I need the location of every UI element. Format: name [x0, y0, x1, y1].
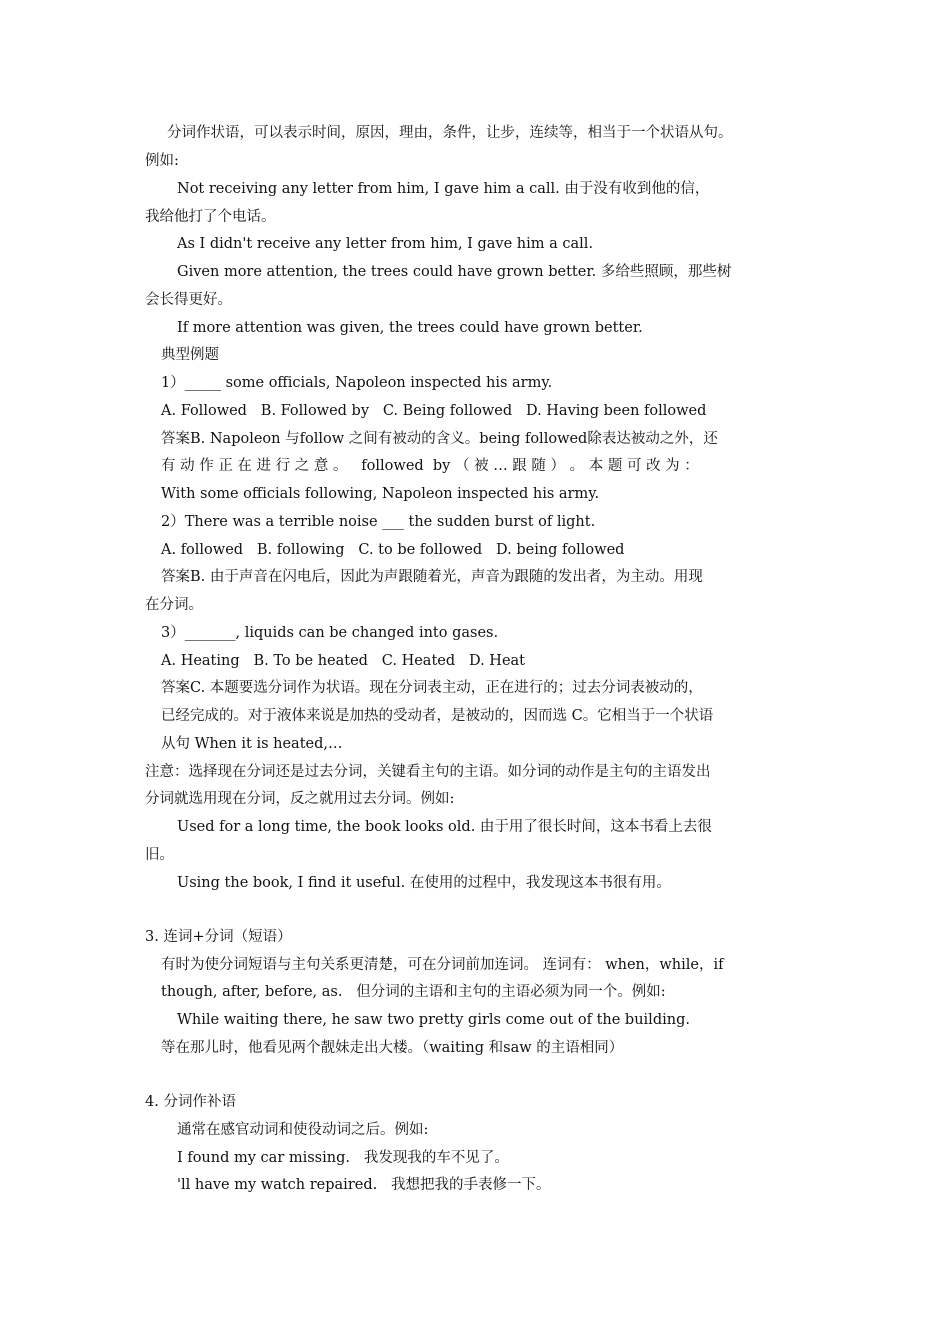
section-3-line-1: 有时为使分词短语与主句关系更清楚，可在分词前加连词。 连词有： when，while，if — [161, 957, 724, 973]
example-translation: 旧。 — [145, 847, 174, 863]
section-heading-typical-examples: 典型例题 — [161, 347, 219, 363]
example-sentence: While waiting there, he saw two pretty girls come out of the building. — [177, 1012, 690, 1028]
answer-2-line-2: 在分词。 — [145, 597, 203, 613]
question-3-options: A. Heating B. To be heated C. Heated D. Heat — [161, 653, 525, 669]
question-3: 3）_______, liquids can be changed into gases. — [161, 625, 499, 641]
answer-3-line-3: 从句 When it is heated,… — [161, 736, 343, 752]
note-line-2: 分词就选用现在分词，反之就用过去分词。例如: — [145, 791, 455, 807]
answer-1-line-1: 答案B. Napoleon 与follow 之间有被动的含义。being followed除表达被动之外，还 — [161, 431, 718, 447]
example-sentence: If more attention was given, the trees could have grown better. — [177, 320, 643, 336]
example-sentence: Used for a long time, the book looks old. 由于用了很长时间，这本书看上去很 — [177, 819, 712, 835]
answer-1-line-2: 有 动 作 正 在 进 行 之 意 。 followed by （ 被 … 跟 随 ） 。 本 题 可 改 为 ： — [161, 458, 699, 474]
section-heading-4: 4. 分词作补语 — [145, 1094, 236, 1110]
example-sentence: As I didn't receive any letter from him, I gave him a call. — [177, 236, 594, 252]
answer-2-line-1: 答案B. 由于声音在闪电后，因此为声跟随着光，声音为跟随的发出者，为主动。用现 — [161, 569, 703, 585]
example-translation: 我给他打了个电话。 — [145, 209, 276, 225]
example-sentence: Given more attention, the trees could have grown better. 多给些照顾，那些树 — [177, 264, 732, 280]
question-1-options: A. Followed B. Followed by C. Being followed D. Having been followed — [161, 403, 707, 419]
answer-1-line-3: With some officials following, Napoleon inspected his army. — [161, 486, 600, 502]
example-sentence: Using the book, I find it useful. 在使用的过程中，我发现这本书很有用。 — [177, 875, 671, 891]
example-translation: 等在那儿时，他看见两个靓妹走出大楼。（waiting 和saw 的主语相同） — [161, 1040, 624, 1056]
paragraph-intro-line-2: 例如: — [145, 153, 179, 169]
example-translation: 会长得更好。 — [145, 292, 232, 308]
note-line-1: 注意：选择现在分词还是过去分词，关键看主句的主语。如分词的动作是主句的主语发出 — [145, 764, 711, 780]
example-sentence: Not receiving any letter from him, I gave him a call. 由于没有收到他的信， — [177, 181, 710, 197]
example-sentence: 'll have my watch repaired. 我想把我的手表修一下。 — [177, 1177, 551, 1193]
example-sentence: I found my car missing. 我发现我的车不见了。 — [177, 1150, 509, 1166]
question-2: 2）There was a terrible noise ___ the sudden burst of light. — [161, 514, 596, 530]
section-3-line-2: though, after, before, as. 但分词的主语和主句的主语必须为同一个。例如: — [161, 984, 666, 1000]
question-1: 1）_____ some officials, Napoleon inspected his army. — [161, 375, 553, 391]
paragraph-intro-line-1: 分词作状语，可以表示时间，原因，理由，条件，让步，连续等，相当于一个状语从句。 — [167, 125, 733, 141]
section-4-line-1: 通常在感官动词和使役动词之后。例如: — [177, 1122, 429, 1138]
answer-3-line-2: 已经完成的。对于液体来说是加热的受动者，是被动的，因而选 C。它相当于一个状语 — [161, 708, 714, 724]
question-2-options: A. followed B. following C. to be followed D. being followed — [161, 542, 625, 558]
answer-3-line-1: 答案C. 本题要选分词作为状语。现在分词表主动，正在进行的；过去分词表被动的， — [161, 680, 703, 696]
section-heading-3: 3. 连词+分词（短语） — [145, 929, 292, 945]
